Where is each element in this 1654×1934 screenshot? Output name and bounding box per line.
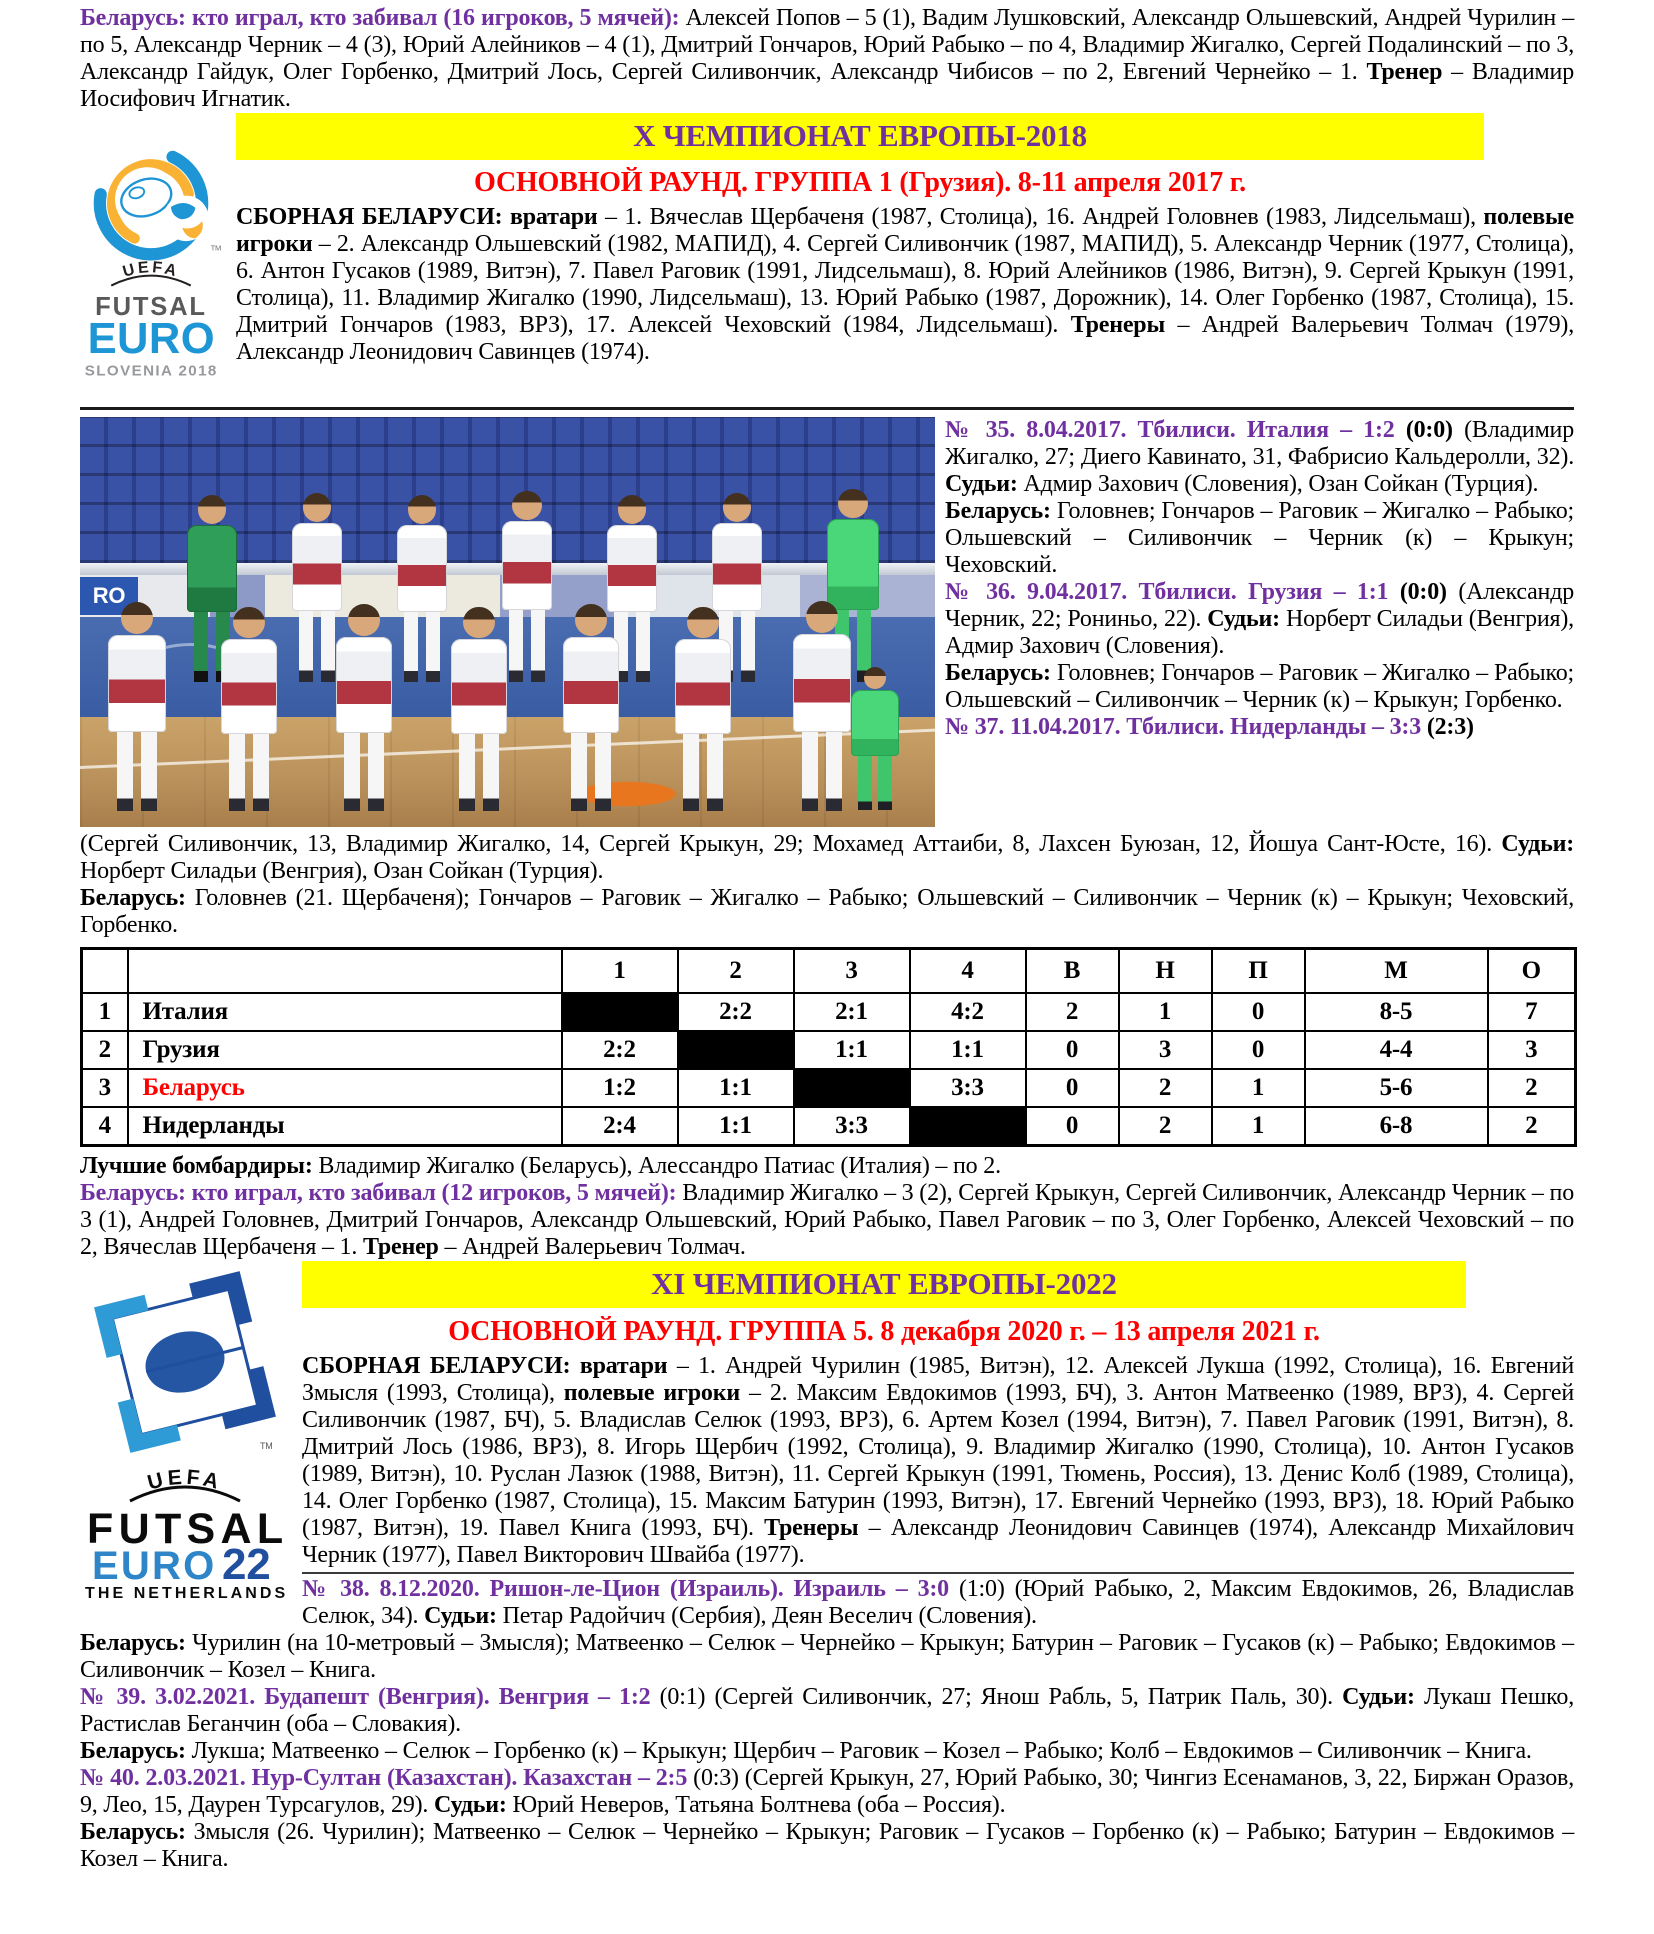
photo-and-matches [80,417,1574,827]
squad-lead: СБОРНАЯ БЕЛАРУСИ: [302,1353,571,1379]
match-39-heading: № 39. 3.02.2021. Будапешт (Венгрия). Венгрия – 1:2 [80,1684,651,1710]
match-38 [80,1576,1574,1630]
match-35 [945,417,1574,498]
referees-label: Судьи: [945,471,1018,497]
table-row: 3 Беларусь 1:2 1:1 3:3 0 2 1 5-6 2 [82,1069,1576,1107]
coach-name: – Владимир Иосифович Игнатик. [80,59,1574,112]
table-row: 1 Италия 2:2 2:1 4:2 2 1 0 8-5 7 [82,993,1576,1031]
match-38-referees: Петар Радойчич (Сербия), Деян Веселич (Словения). [496,1603,1037,1629]
match-36 [945,579,1574,660]
field-players-label: полевые игроки [236,204,1574,257]
player-figure [208,607,290,814]
match-36-lineup [945,660,1574,714]
year-22: 22 [222,1540,271,1589]
lineup-label: Беларусь: [80,1630,186,1656]
match-38-lineup-text: Чурилин (на 10-метровый – Змысля); Матвеенко – Селюк – Чернейко – Крыкун; Батурин – Раговик – Гусаков (к) – Рабыко; Евдокимов – Силивончик – Козел – Книга. [80,1630,1574,1683]
player-figure [323,604,405,814]
top-summary-lead: Беларусь: кто играл, кто забивал (16 игроков, 5 мячей): [80,5,680,31]
euro2022-section [80,1261,1574,1873]
match-reports-column [945,417,1574,827]
table-header-row [82,949,1576,994]
coaches-list: – Александр Леонидович Савинцев (1974), Александр Михайлович Черник (1977), Павел Викторович Швайба (1977). [302,1515,1574,1568]
team-name: Грузия [128,1031,562,1069]
top-scorers-text: Владимир Жигалко (Беларусь), Алессандро Патиас (Италия) – по 2. [312,1153,1001,1179]
coaches-label: Тренеры [764,1515,859,1541]
svg-text:UEFA [145,1466,225,1495]
match-40-heading: № 40. 2.03.2021. Нур-Султан (Казахстан). Казахстан – 2:5 [80,1765,688,1791]
top-scorers-label: Лучшие бомбардиры: [80,1153,313,1179]
match-37-halftime: (2:3) [1421,714,1474,740]
squad-2018 [80,204,1574,366]
player-figure [550,604,632,814]
team-name: Италия [128,993,562,1031]
coaches-label: Тренеры [1070,312,1165,338]
table-row: 4 Нидерланды 2:4 1:1 3:3 0 2 1 6-8 2 [82,1107,1576,1146]
futsal-euro-2018-logo [80,113,222,407]
euro2018-banner [236,113,1484,160]
coach-label: Тренер [1366,59,1443,85]
match-40 [80,1765,1574,1819]
match-36-halftime: (0:0) [1388,579,1447,605]
lineup-label: Беларусь: [80,1738,186,1764]
euro2018-subheading: ОСНОВНОЙ РАУНД. ГРУППА 1 (Грузия). 8-11 апреля 2017 г. [474,167,1246,198]
goalkeepers-label: вратари [502,204,598,230]
match-37-body [80,831,1574,885]
referees-label: Судьи: [434,1792,507,1818]
goalkeepers-label: вратари [570,1353,668,1379]
host-country-label: SLOVENIA 2018 [84,362,218,380]
referees-label: Судьи: [1342,1684,1415,1710]
euro2022-subheading: ОСНОВНОЙ РАУНД. ГРУППА 5. 8 декабря 2020 г. – 13 апреля 2021 г. [448,1316,1320,1347]
col-wins: В [1026,949,1119,994]
diagonal-cell [562,993,678,1031]
euro-wordmark: EURO [92,1544,214,1588]
squad-lead: СБОРНАЯ БЕЛАРУСИ: [236,204,503,230]
referees-label: Судьи: [1207,606,1280,632]
uefa-wordmark: UEFA [145,1465,225,1495]
lineup-label: Беларусь: [80,1819,186,1845]
field-players-label: полевые игроки [563,1380,740,1406]
match-separator [302,1572,1574,1574]
match-38-goals: (1:0) (Юрий Рабыко, 2, Максим Евдокимов, 26, Владислав Селюк, 34). [302,1576,1574,1629]
euro2018-section [80,113,1574,380]
match-40-referees: Юрий Неверов, Татьяна Болтнева (оба – Россия). [506,1792,1006,1818]
futsal-wordmark: FUTSAL [87,1505,283,1553]
euro2018-banner-title: X ЧЕМПИОНАТ ЕВРОПЫ-2018 [633,118,1087,153]
svg-text:UEFA [121,258,182,281]
col-3: 3 [794,949,910,994]
top-summary [80,5,1574,113]
match-40-goals: (0:3) (Сергей Крыкун, 27, Юрий Рабыко, 30; Чингиз Есенаманов, 3, 22, Биржан Оразов, 9, Лео, 15, Даурен Турсагулов, 29). [80,1765,1574,1818]
diagonal-cell [794,1069,910,1107]
futsal-wordmark: FUTSAL [95,292,207,321]
field-players-list: – 2. Максим Евдокимов (1993, БЧ), 3. Антон Матвеенко (1989, ВРЗ), 4. Сергей Силивончик (1987, БЧ), 5. Владислав Селюк (1993, ВРЗ), 6. Артем Козел (1994, Витэн), 7. Павел Раговик (1991, Витэн), 8. Дмитрий Лось (1986, ВРЗ), 8. Игорь Щербич (1992, Столица), 9. Владимир Жигалко (1990, Столица), 10. Антон Гусаков (1989, Витэн), 10. Руслан Лазюк (1988, Витэн), 11. Сергей Крыкун (1991, Тюмень, Россия), 13. Денис Колб (1989, Столица), 14. Олег Горбенко (1987, Столица), 15. Максим Батурин (1993, Витэн), 17. Евгений Чернейко (1993, ВРЗ), 18. Юрий Рабыко (1987, Витэн), 19. Павел Книга (1993, БЧ). [302,1380,1574,1541]
lineup-label: Беларусь: [80,885,186,911]
match-36-referees: Норберт Силадьи (Венгрия), Адмир Захович (Словения). [945,606,1574,659]
coach-name: – Андрей Валерьевич Толмач. [438,1234,746,1260]
ad-board-text: RO [80,577,138,615]
match-35-lineup-text: Головнев; Гончаров – Раговик – Жигалко – Рабыко; Ольшевский – Силивончик – Черник (к) – Крыкун; Чеховский. [945,498,1574,578]
match-40-lineup [80,1819,1574,1873]
summary-2018 [80,1180,1574,1261]
team-name-belarus: Беларусь [128,1069,562,1107]
coaches-list: – Андрей Валерьевич Толмач (1979), Александр Леонидович Савинцев (1974). [236,312,1574,365]
col-goals: М [1305,949,1488,994]
match-39-lineup-text: Лукша; Матвеенко – Селюк – Горбенко (к) – Крыкун; Щербич – Раговик – Козел – Рабыко; Колб – Евдокимов – Силивончик – Книга. [185,1738,1532,1764]
match-35-lineup [945,498,1574,579]
match-37-heading-line [945,714,1574,741]
match-39-goals: (0:1) (Сергей Силивончик, 27; Янош Рабль, 5, Патрик Паль, 30). [650,1684,1343,1710]
squad-2022 [80,1353,1574,1569]
standings-table [80,947,1577,1147]
col-losses: П [1212,949,1305,994]
field-players-list: – 2. Александр Ольшевский (1982, МАПИД), 4. Сергей Силивончик (1987, МАПИД), 5. Александр Черник (1977, Столица), 6. Антон Гусаков (1989, Витэн), 7. Павел Раговик (1991, Лидсельмаш), 8. Юрий Алейников (1986, Витэн), 9. Сергей Крыкун (1991, Столица), 11. Владимир Жигалко (1990, Лидсельмаш), 13. Юрий Рабыко (1987, Дорожник), 14. Олег Горбенко (1987, Столица), 15. Дмитрий Гончаров (1983, ВРЗ), 17. Алексей Чеховский (1984, Лидсельмаш). [236,231,1574,338]
team-photo [80,417,935,827]
match-37-referees: Норберт Силадьи (Венгрия), Озан Сойкан (Турция). [80,858,604,884]
team-name: Нидерланды [128,1107,562,1146]
match-37-goals: (Сергей Силивончик, 13, Владимир Жигалко, 14, Сергей Крыкун, 29; Мохамед Аттаиби, 8, Лахсен Буюзан, 12, Йошуа Сант-Юсте, 16). [80,831,1502,857]
top-summary-text: Алексей Попов – 5 (1), Вадим Лушковский, Александр Ольшевский, Андрей Чурилин – по 5, Александр Черник – 4 (3), Юрий Алейников – 4 (1), Дмитрий Гончаров, Юрий Рабыко – по 4, Владимир Жигалко, Сергей Подалинский – по 3, Александр Гайдук, Олег Горбенко, Дмитрий Лось, Сергей Силивончик, Александр Чибисов – по 2, Евгений Чернейко – 1. [80,5,1574,85]
match-35-halftime: (0:0) [1394,417,1453,443]
col-1: 1 [562,949,678,994]
col-4: 4 [910,949,1026,994]
player-figure [438,607,520,814]
referees-label: Судьи: [1501,831,1574,857]
diagonal-cell [678,1031,794,1069]
player-figure [662,607,744,814]
col-draws: Н [1119,949,1212,994]
player-figure [95,602,179,814]
match-37-lineup [80,885,1574,939]
coach-label: Тренер [362,1234,439,1260]
match-35-goals: (Владимир Жигалко, 27; Диего Кавинато, 31, Фабрисио Кальдеролли, 32). [945,417,1575,470]
match-39-referees: Лукаш Пешко, Растислав Беганчин (оба – Словакия). [80,1684,1574,1737]
diagonal-cell [910,1107,1026,1146]
match-35-heading: № 35. 8.04.2017. Тбилиси. Италия – 1:2 [945,417,1395,443]
goalkeepers-list: – 1. Андрей Чурилин (1985, Витэн), 12. Алексей Лукша (1992, Столица), 16. Евгений Змысля (1993, Столица), [302,1353,1574,1406]
table-row: 2 Грузия 2:2 1:1 1:1 0 3 0 4-4 3 [82,1031,1576,1069]
trademark-symbol: TM [260,1441,273,1451]
lineup-label: Беларусь: [945,498,1051,524]
referees-label: Судьи: [424,1603,497,1629]
match-37-heading: № 37. 11.04.2017. Тбилиси. Нидерланды – 3:3 [945,714,1422,740]
match-39 [80,1684,1574,1738]
euro2022-banner [302,1261,1466,1308]
uefa-wordmark: UEFA [120,258,182,281]
euro2022-banner-title: XI ЧЕМПИОНАТ ЕВРОПЫ-2022 [651,1266,1117,1301]
match-35-referees: Адмир Захович (Словения), Озан Сойкан (Турция). [1017,471,1539,497]
player-figure [780,601,864,814]
euro-wordmark: EURO [87,314,215,363]
match-38-heading: № 38. 8.12.2020. Ришон-ле-Цион (Израиль). Израиль – 3:0 [302,1576,949,1602]
trademark-symbol: TM [210,243,222,253]
col-points: О [1488,949,1576,994]
summary-2018-text: Владимир Жигалко – 3 (2), Сергей Крыкун, Сергей Силивончик, Александр Черник – по 3 (1), Андрей Головнев, Дмитрий Гончаров, Александр Ольшевский, Юрий Рабыко, Павел Раговик – по 3, Олег Горбенко, Алексей Чеховский – по 2, Вячеслав Щербаченя – 1. [80,1180,1574,1260]
col-2: 2 [678,949,794,994]
summary-2018-lead: Беларусь: кто играл, кто забивал (12 игроков, 5 мячей): [80,1180,677,1206]
top-scorers [80,1153,1574,1180]
match-40-lineup-text: Змысля (26. Чурилин); Матвеенко – Селюк – Чернейко – Крыкун; Раговик – Гусаков – Горбенко (к) – Рабыко; Батурин – Евдокимов – Козел – Книга. [80,1819,1574,1872]
section-separator [80,407,1574,410]
match-38-lineup [80,1630,1574,1684]
match-37-lineup-text: Головнев (21. Щербаченя); Гончаров – Раговик – Жигалко – Рабыко; Ольшевский – Силивончик – Черник (к) – Крыкун; Чеховский, Горбенко. [80,885,1574,938]
goalkeepers-list: – 1. Вячеслав Щербаченя (1987, Столица), 16. Андрей Головнев (1983, Лидсельмаш), [597,204,1484,230]
lineup-label: Беларусь: [945,660,1051,686]
match-36-lineup-text: Головнев; Гончаров – Раговик – Жигалко – Рабыко; Ольшевский – Силивончик – Черник (к) – Крыкун; Горбенко. [945,660,1574,713]
match-36-heading: № 36. 9.04.2017. Тбилиси. Грузия – 1:1 [945,579,1389,605]
host-country-label: THE NETHERLANDS [85,1585,285,1601]
match-36-goals: (Александр Черник, 22; Рониньо, 22). [945,579,1575,632]
futsal-euro-2022-logo [80,1261,290,1607]
match-39-lineup [80,1738,1574,1765]
